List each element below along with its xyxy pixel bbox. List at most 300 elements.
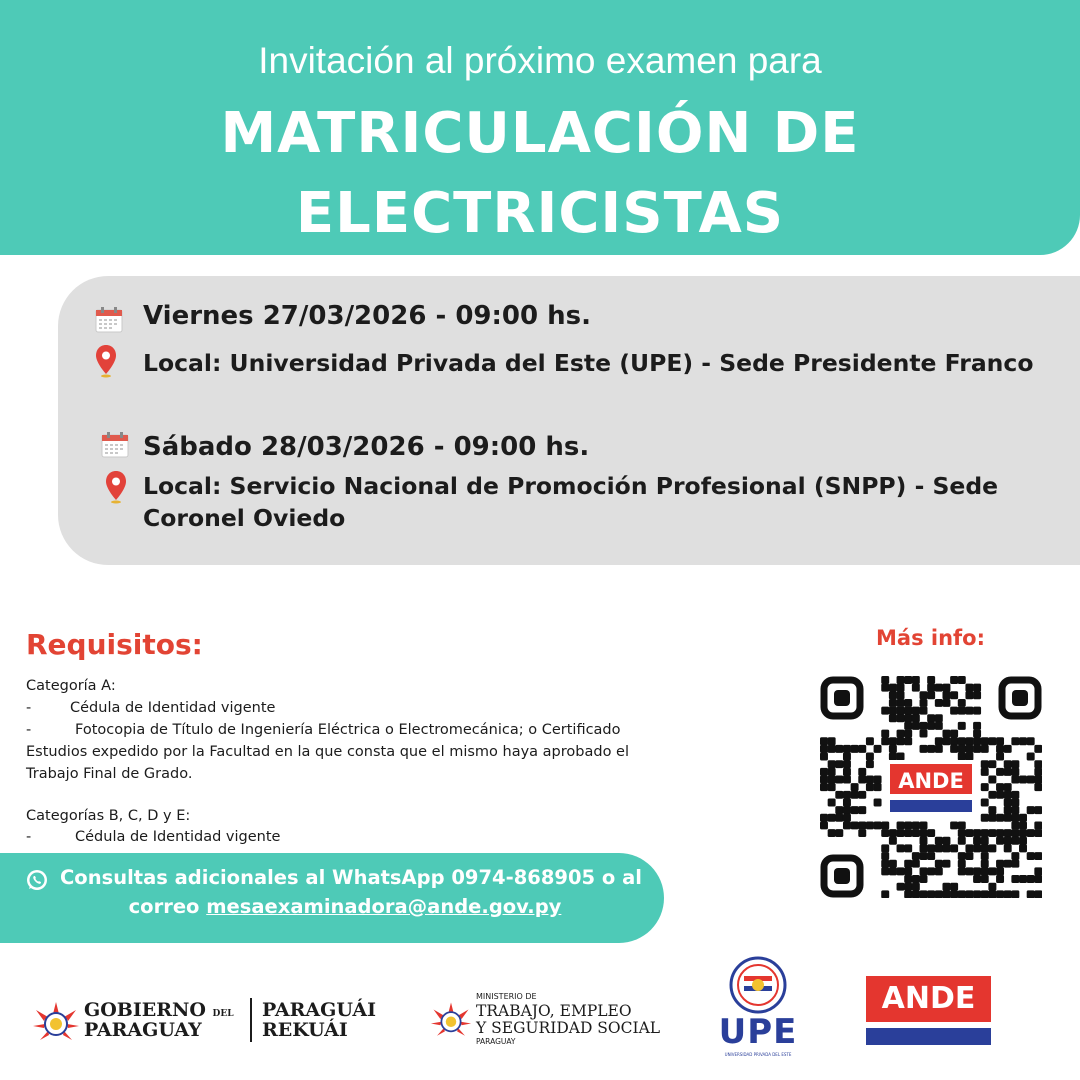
qr-module: [996, 860, 1004, 868]
qr-module: [889, 714, 897, 722]
email-link[interactable]: mesaexaminadora@ande.gov.py: [206, 895, 562, 918]
qr-module: [973, 837, 981, 845]
qr-module: [958, 867, 966, 875]
ande-blue-band: [866, 1028, 991, 1045]
qr-module: [935, 714, 943, 722]
qr-module: [920, 867, 928, 875]
qr-module: [820, 753, 828, 761]
qr-module: [820, 814, 828, 822]
gov-text-line1: GOBIERNO: [84, 999, 206, 1021]
logo-divider: [250, 998, 252, 1042]
qr-module: [942, 890, 950, 898]
qr-module: [988, 867, 996, 875]
qr-module: [958, 676, 966, 684]
qr-module: [965, 745, 973, 753]
qr-module: [927, 867, 935, 875]
qr-module: [935, 860, 943, 868]
qr-module: [1011, 814, 1019, 822]
qr-module: [828, 737, 836, 745]
qr-module: [835, 814, 843, 822]
qr-module: [942, 860, 950, 868]
qr-module: [851, 821, 859, 829]
qr-module: [927, 852, 935, 860]
qr-module: [996, 890, 1004, 898]
qr-module: [835, 776, 843, 784]
header-title-line1: MATRICULACIÓN DE: [220, 101, 860, 166]
qr-module: [912, 883, 920, 891]
event2-date: Sábado 28/03/2026 - 09:00 hs.: [143, 432, 590, 462]
qr-module: [897, 676, 905, 684]
qr-module: [1027, 776, 1035, 784]
qr-module: [1011, 890, 1019, 898]
qr-module: [820, 776, 828, 784]
qr-module: [927, 890, 935, 898]
qr-module: [881, 844, 889, 852]
qr-module: [1004, 860, 1012, 868]
qr-module: [981, 860, 989, 868]
qr-module: [843, 821, 851, 829]
qr-module: [897, 730, 905, 738]
qr-module: [973, 829, 981, 837]
qr-module: [981, 867, 989, 875]
qr-module: [942, 730, 950, 738]
qr-module: [904, 722, 912, 730]
qr-module: [889, 860, 897, 868]
qr-module: [981, 783, 989, 791]
qr-module: [1004, 829, 1012, 837]
qr-module: [996, 783, 1004, 791]
ande-label: ANDE: [881, 981, 976, 1016]
qr-module: [958, 821, 966, 829]
gov-right-line1: PARAGUÁI: [262, 999, 377, 1021]
header-title-line2: ELECTRICISTAS: [295, 181, 785, 246]
qr-module: [1011, 760, 1019, 768]
qr-module: [843, 791, 851, 799]
qr-module: [904, 829, 912, 837]
qr-module: [1034, 783, 1042, 791]
qr-module: [1011, 875, 1019, 883]
qr-module: [1019, 737, 1027, 745]
qr-module: [866, 821, 874, 829]
qr-module: [889, 829, 897, 837]
qr-module: [881, 707, 889, 715]
qr-module: [958, 890, 966, 898]
qr-module: [920, 699, 928, 707]
qr-module: [858, 791, 866, 799]
qr-module: [897, 714, 905, 722]
qr-module: [920, 730, 928, 738]
qr-module: [935, 684, 943, 692]
qr-module: [904, 860, 912, 868]
qr-module: [981, 798, 989, 806]
qr-module: [965, 707, 973, 715]
qr-module: [1019, 829, 1027, 837]
qr-module: [1004, 798, 1012, 806]
gov-text-del: DEL: [212, 1009, 234, 1019]
qr-module: [950, 737, 958, 745]
qr-module: [996, 737, 1004, 745]
qr-module: [1019, 875, 1027, 883]
qr-module: [1034, 821, 1042, 829]
qr-module: [996, 829, 1004, 837]
qr-module: [942, 684, 950, 692]
qr-module: [950, 691, 958, 699]
qr-module: [958, 860, 966, 868]
qr-module: [927, 714, 935, 722]
qr-module: [828, 783, 836, 791]
header-subtitle: Invitación al próximo examen para: [258, 40, 822, 81]
calendar-icon: [95, 307, 123, 333]
qr-module: [889, 867, 897, 875]
qr-module: [904, 730, 912, 738]
qr-module: [828, 768, 836, 776]
qr-module: [843, 776, 851, 784]
qr-module: [904, 699, 912, 707]
qr-module: [965, 844, 973, 852]
qr-module: [1034, 776, 1042, 784]
qr-module: [1004, 760, 1012, 768]
upe-label: UPE: [718, 1012, 798, 1052]
qr-module: [935, 844, 943, 852]
qr-module: [1004, 806, 1012, 814]
qr-module: [981, 844, 989, 852]
qr-module: [965, 852, 973, 860]
qr-module: [1011, 829, 1019, 837]
bullet-dash: -: [26, 829, 32, 845]
qr-module: [881, 829, 889, 837]
requirement-text-cont: Trabajo Final de Grado.: [26, 766, 193, 782]
location-pin-icon: [104, 470, 128, 504]
qr-module: [889, 753, 897, 761]
qr-module: [889, 699, 897, 707]
qr-module: [958, 852, 966, 860]
qr-module: [1027, 737, 1035, 745]
qr-module: [1034, 875, 1042, 883]
qr-module: [1011, 776, 1019, 784]
event2-location-line1: Local: Servicio Nacional de Promoción Profesional (SNPP) - Sede: [143, 472, 999, 500]
qr-module: [942, 883, 950, 891]
requirement-text: Cédula de Identidad vigente: [70, 700, 276, 716]
qr-module: [988, 814, 996, 822]
qr-module: [965, 691, 973, 699]
qr-module: [843, 814, 851, 822]
qr-module: [935, 722, 943, 730]
qr-module: [988, 791, 996, 799]
qr-module: [981, 829, 989, 837]
qr-module: [996, 837, 1004, 845]
qr-module: [912, 852, 920, 860]
qr-module: [835, 806, 843, 814]
qr-module: [996, 768, 1004, 776]
qr-module: [920, 852, 928, 860]
qr-module: [889, 707, 897, 715]
upe-crest-icon: [729, 956, 787, 1014]
qr-module: [1027, 806, 1035, 814]
qr-module: [920, 875, 928, 883]
qr-module: [889, 745, 897, 753]
qr-module: [1034, 745, 1042, 753]
mtess-top-text: MINISTERIO DE: [476, 992, 537, 1001]
qr-module: [965, 684, 973, 692]
qr-module: [1027, 829, 1035, 837]
qr-module: [927, 844, 935, 852]
qr-module: [904, 821, 912, 829]
requirement-text: Fotocopia de Título de Ingeniería Eléctrica o Electromecánica; o Certificado: [75, 722, 621, 738]
qr-module: [988, 806, 996, 814]
qr-module: [950, 745, 958, 753]
qr-module: [835, 829, 843, 837]
qr-module: [981, 837, 989, 845]
qr-module: [881, 860, 889, 868]
qr-module: [897, 821, 905, 829]
header-banner: [0, 0, 1080, 255]
qr-module: [828, 745, 836, 753]
qr-module: [973, 875, 981, 883]
calendar-icon: [101, 432, 129, 458]
qr-module: [1019, 837, 1027, 845]
qr-module: [988, 883, 996, 891]
qr-module: [988, 829, 996, 837]
qr-module: [1011, 852, 1019, 860]
qr-module: [874, 821, 882, 829]
qr-module: [950, 844, 958, 852]
mtess-line2: Y SEGURIDAD SOCIAL: [476, 1019, 661, 1037]
qr-module: [843, 760, 851, 768]
qr-module: [866, 737, 874, 745]
qr-module: [874, 776, 882, 784]
qr-module: [828, 760, 836, 768]
paraguay-seal-icon: [430, 1000, 472, 1040]
qr-module: [1027, 875, 1035, 883]
qr-module: [912, 875, 920, 883]
qr-module: [920, 745, 928, 753]
qr-module: [897, 829, 905, 837]
qr-module: [881, 890, 889, 898]
gov-right-line2: REKUÁI: [262, 1019, 348, 1041]
qr-module: [912, 714, 920, 722]
qr-module: [950, 730, 958, 738]
qr-module: [1004, 791, 1012, 799]
qr-module: [965, 829, 973, 837]
mtess-line1: TRABAJO, EMPLEO: [476, 1002, 632, 1020]
qr-module: [843, 798, 851, 806]
qr-module: [881, 737, 889, 745]
qr-module: [973, 890, 981, 898]
qr-module: [897, 684, 905, 692]
qr-module: [996, 875, 1004, 883]
qr-module: [935, 737, 943, 745]
qr-module: [1011, 860, 1019, 868]
qr-module: [950, 890, 958, 898]
qr-module: [920, 829, 928, 837]
ande-logo: [866, 976, 991, 1046]
qr-module: [988, 844, 996, 852]
qr-module: [1027, 890, 1035, 898]
qr-module: [843, 806, 851, 814]
qr-module: [820, 783, 828, 791]
qr-module: [935, 837, 943, 845]
qr-module: [1034, 852, 1042, 860]
qr-module: [920, 722, 928, 730]
qr-module: [965, 753, 973, 761]
qr-module: [904, 875, 912, 883]
qr-module: [1011, 768, 1019, 776]
qr-module: [904, 867, 912, 875]
qr-module: [912, 684, 920, 692]
qr-module: [897, 883, 905, 891]
qr-module: [1004, 783, 1012, 791]
qr-module: [988, 776, 996, 784]
qr-module: [927, 829, 935, 837]
qr-module: [897, 707, 905, 715]
qr-module: [950, 676, 958, 684]
qr-module: [927, 691, 935, 699]
qr-module: [958, 753, 966, 761]
qr-module: [950, 707, 958, 715]
qr-module: [1034, 760, 1042, 768]
qr-module: [851, 806, 859, 814]
qr-module: [866, 753, 874, 761]
contact-line2: [0, 895, 690, 918]
qr-module: [835, 791, 843, 799]
category-a-label: Categoría A:: [26, 678, 116, 694]
qr-module: [981, 852, 989, 860]
qr-module: [973, 684, 981, 692]
qr-module: [973, 691, 981, 699]
qr-module: [981, 760, 989, 768]
qr-module: [935, 890, 943, 898]
qr-module: [897, 737, 905, 745]
qr-module: [858, 806, 866, 814]
qr-module: [881, 730, 889, 738]
qr-module: [874, 783, 882, 791]
qr-module: [828, 798, 836, 806]
qr-module: [874, 798, 882, 806]
qr-module: [988, 760, 996, 768]
qr-module: [935, 745, 943, 753]
qr-module: [973, 707, 981, 715]
qr-module: [881, 852, 889, 860]
qr-module: [1004, 837, 1012, 845]
bullet-dash: -: [26, 700, 32, 716]
qr-module: [996, 745, 1004, 753]
qr-module: [958, 699, 966, 707]
qr-module: [1019, 844, 1027, 852]
qr-module: [958, 722, 966, 730]
contact-banner: [0, 853, 664, 943]
qr-module: [927, 684, 935, 692]
qr-module: [1011, 837, 1019, 845]
qr-module: [904, 707, 912, 715]
qr-module: [851, 791, 859, 799]
qr-module: [858, 829, 866, 837]
qr-module: [828, 814, 836, 822]
qr-module: [920, 890, 928, 898]
qr-module: [881, 684, 889, 692]
qr-module: [904, 890, 912, 898]
qr-module: [820, 745, 828, 753]
qr-module: [981, 814, 989, 822]
qr-code[interactable]: [820, 676, 1042, 898]
category-bcde-label: Categorías B, C, D y E:: [26, 808, 191, 824]
qr-module: [881, 867, 889, 875]
qr-module: [858, 776, 866, 784]
upe-sub: UNIVERSIDAD PRIVADA DEL ESTE: [724, 1052, 792, 1057]
qr-module: [1004, 814, 1012, 822]
event2-location-line2: Coronel Oviedo: [143, 504, 346, 532]
qr-module: [843, 768, 851, 776]
qr-module: [897, 753, 905, 761]
more-info-label: Más info:: [876, 626, 985, 650]
qr-module: [958, 707, 966, 715]
qr-module: [958, 745, 966, 753]
qr-module: [912, 676, 920, 684]
qr-module: [828, 776, 836, 784]
qr-module: [858, 745, 866, 753]
qr-module: [996, 867, 1004, 875]
qr-module: [835, 745, 843, 753]
qr-module: [1034, 867, 1042, 875]
qr-module: [981, 768, 989, 776]
requirement-item: [26, 826, 280, 848]
qr-module: [973, 730, 981, 738]
qr-module: [965, 890, 973, 898]
qr-module: [912, 829, 920, 837]
qr-module: [820, 768, 828, 776]
requirement-text: Cédula de Identidad vigente: [75, 829, 281, 845]
qr-module: [912, 722, 920, 730]
qr-module: [897, 699, 905, 707]
qr-module: [988, 737, 996, 745]
qr-module: [920, 691, 928, 699]
gobierno-paraguay-logo: [32, 996, 377, 1046]
qr-module: [912, 860, 920, 868]
qr-module: [996, 791, 1004, 799]
qr-module: [866, 783, 874, 791]
qr-module: [1034, 768, 1042, 776]
qr-module: [988, 890, 996, 898]
qr-module: [958, 737, 966, 745]
qr-module: [858, 768, 866, 776]
qr-module: [1011, 798, 1019, 806]
qr-module: [1034, 890, 1042, 898]
qr-module: [935, 867, 943, 875]
qr-module: [927, 676, 935, 684]
qr-module: [881, 821, 889, 829]
qr-module: [851, 745, 859, 753]
qr-module: [889, 691, 897, 699]
qr-ande-badge: ANDE: [898, 769, 964, 793]
requirement-item: [26, 697, 275, 719]
qr-module: [858, 821, 866, 829]
qr-module: [1004, 745, 1012, 753]
qr-module: [973, 722, 981, 730]
qr-module: [851, 783, 859, 791]
qr-module: [942, 844, 950, 852]
event1-location: Local: Universidad Privada del Este (UPE) - Sede Presidente Franco: [143, 349, 1034, 377]
whatsapp-icon: [26, 869, 48, 891]
qr-module: [942, 837, 950, 845]
qr-module: [866, 776, 874, 784]
qr-module: [935, 699, 943, 707]
qr-module: [874, 745, 882, 753]
bullet-dash: -: [26, 722, 32, 738]
requirement-item: [26, 719, 621, 741]
qr-module: [1034, 829, 1042, 837]
qr-module: [1004, 890, 1012, 898]
qr-module: [843, 745, 851, 753]
qr-module: [1011, 791, 1019, 799]
